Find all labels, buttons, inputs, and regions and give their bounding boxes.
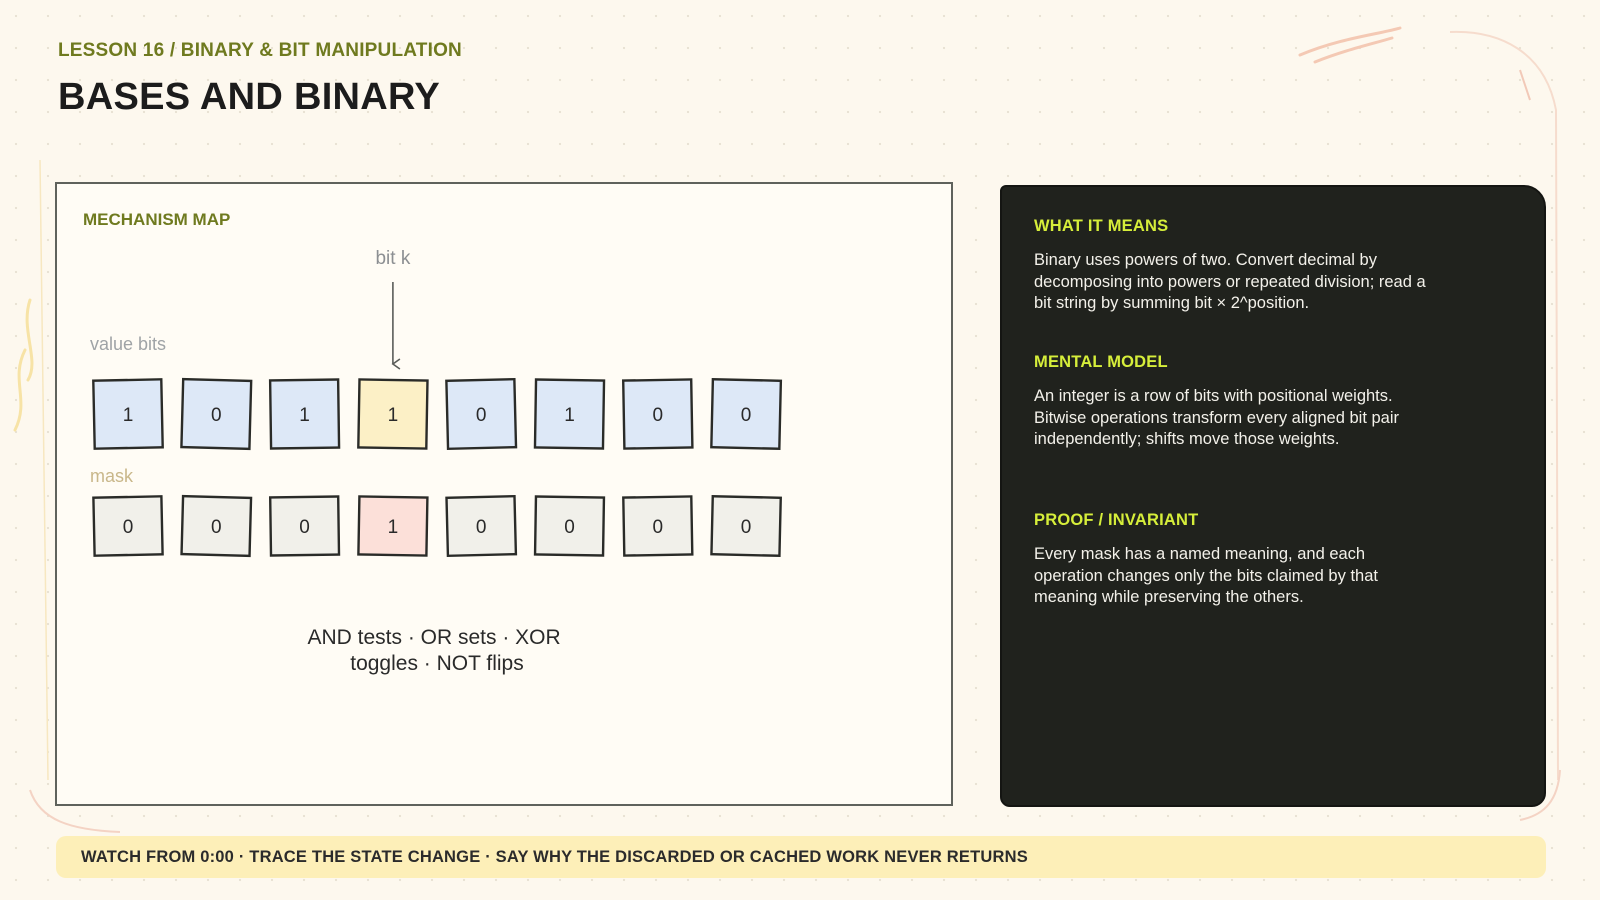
section-body: Every mask has a named meaning, and each operation changes only the bits claimed by that meaning while preserving the others. [1034,545,1378,606]
mask-label: mask [90,466,134,486]
section-heading: MENTAL MODEL [1034,353,1168,371]
mask-bit-digit-2: 0 [299,517,310,538]
value-bit-digit-7: 0 [740,405,752,426]
section-heading: PROOF / INVARIANT [1034,511,1199,529]
mask-bit-digit-4: 0 [475,517,487,538]
value-bit-digit-6: 0 [652,405,664,426]
mask-bit-digit-3: 1 [387,517,399,538]
operations-caption [307,626,566,675]
mask-bit-digit-1: 0 [211,517,222,538]
operations-caption-line-2: toggles · NOT flips [350,652,524,675]
value-bit-digit-3: 1 [387,405,399,426]
value-bits-label: value bits [90,334,167,354]
section-proof-invariant [1034,511,1434,609]
section-heading: WHAT IT MEANS [1034,217,1169,235]
section-body: Binary uses powers of two. Convert decimal by decomposing into powers or repeated division; read a bit string by summing bit × 2^position. [1034,251,1426,312]
explanation-panel [1000,185,1546,807]
mechanism-map-panel [55,182,953,806]
lesson-breadcrumb: LESSON 16 / BINARY & BIT MANIPULATION [58,40,462,61]
page-title: BASES AND BINARY [58,76,441,118]
instruction-text: WATCH FROM 0:00 · TRACE THE STATE CHANGE · SAY WHY THE DISCARDED OR CACHED WORK NEVER RETURNS [81,847,1028,866]
value-bit-digit-2: 1 [299,405,310,426]
value-bits-row [93,379,781,449]
bit-diagram [57,184,955,808]
mask-bit-digit-6: 0 [652,517,664,538]
mechanism-map-title: MECHANISM MAP [83,210,231,229]
section-body: An integer is a row of bits with positional weights. Bitwise operations transform every aligned bit pair independently; shifts move those weights. [1034,387,1400,448]
operations-caption-line-1: AND tests · OR sets · XOR [307,626,561,649]
value-bit-digit-0: 1 [122,405,134,426]
mask-bit-digit-7: 0 [740,517,752,538]
section-mental-model [1034,353,1434,451]
mask-bit-digit-0: 0 [122,517,134,538]
value-bit-digit-4: 0 [475,405,487,426]
mask-bit-digit-5: 0 [564,517,575,538]
bit-k-label: bit k [375,248,411,269]
mask-bits-row [93,496,780,556]
value-bit-digit-1: 0 [211,405,222,426]
value-bit-digit-5: 1 [564,405,575,426]
instruction-banner [56,836,1546,878]
section-what-it-means [1034,217,1434,315]
